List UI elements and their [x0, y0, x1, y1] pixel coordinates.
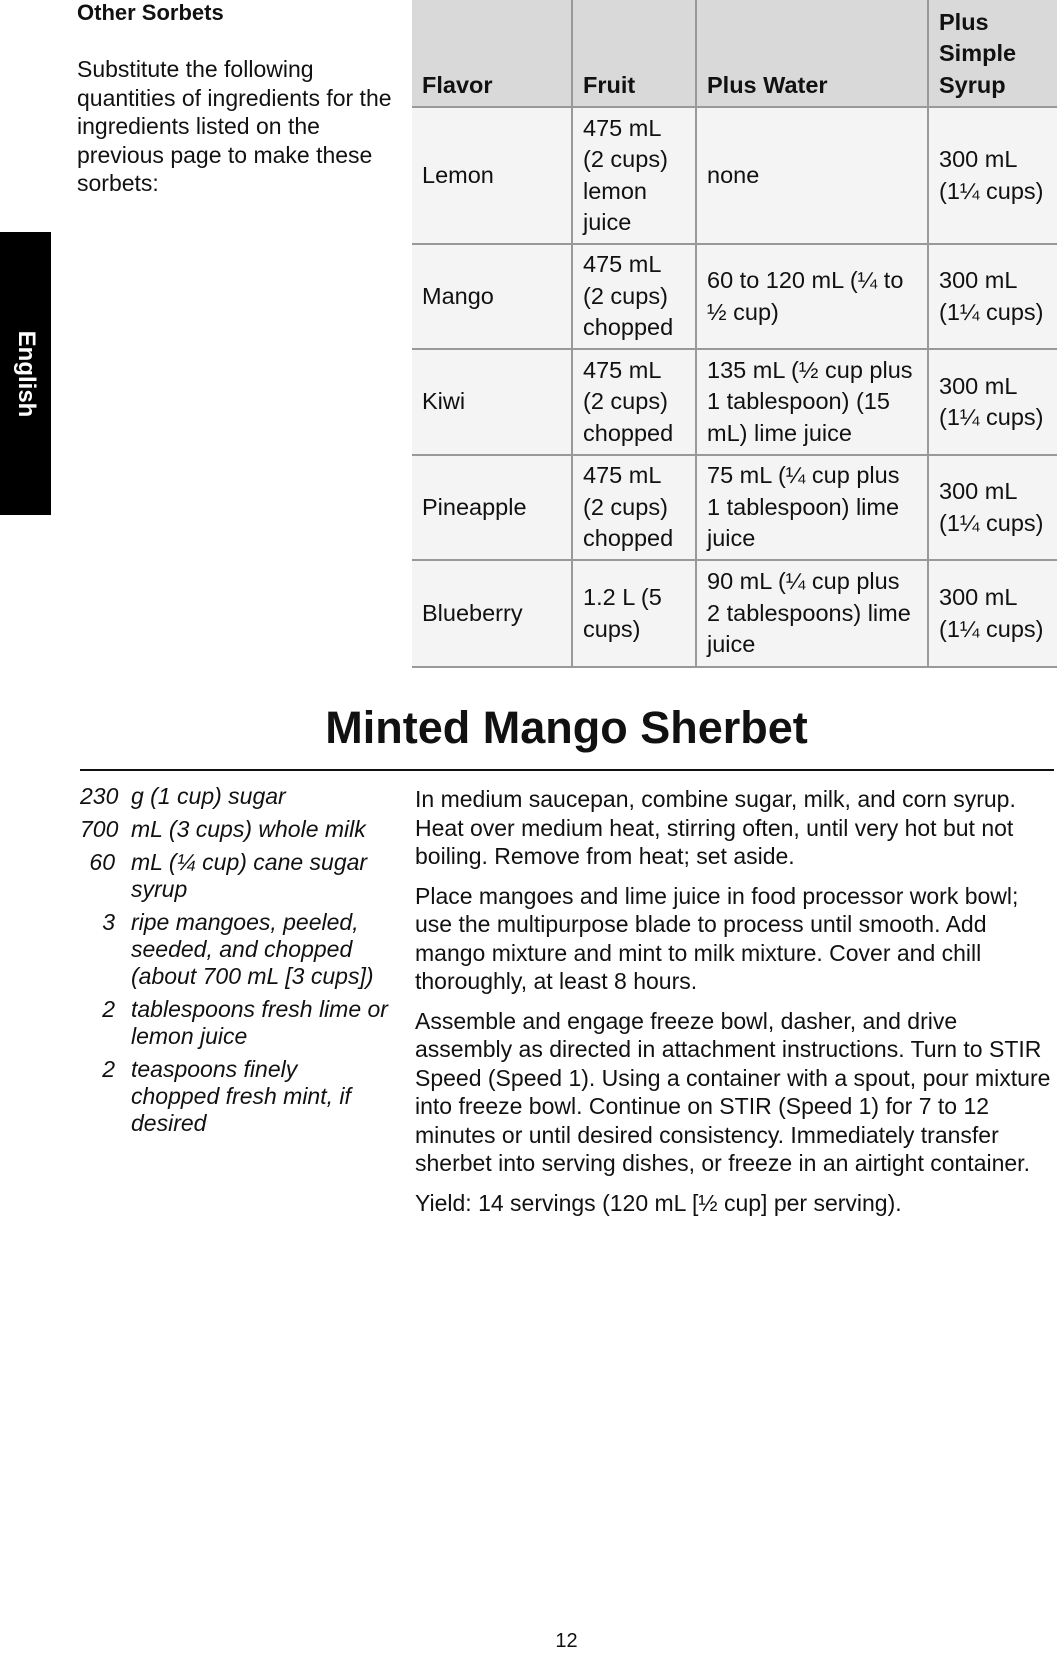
ingredient-text: ripe mangoes, peeled, seeded, and chopped (about 700 mL [3 cups]) [131, 909, 374, 989]
table-cell: none [696, 107, 928, 244]
table-cell: Blueberry [412, 560, 572, 667]
ingredient-quantity: 60 [89, 849, 115, 875]
table-cell: Lemon [412, 107, 572, 244]
header-syrup: Plus Simple Syrup [928, 0, 1057, 107]
table-cell: 475 mL (2 cups) chopped [572, 455, 696, 560]
table-cell: Kiwi [412, 349, 572, 455]
ingredient-text: mL (¼ cup) cane sugar syrup [131, 849, 368, 902]
language-tab-label: English [12, 330, 40, 417]
table-cell: 475 mL (2 cups) chopped [572, 244, 696, 349]
table-header-row [412, 0, 1057, 107]
header-water: Plus Water [696, 0, 928, 107]
table-cell: 1.2 L (5 cups) [572, 560, 696, 667]
instruction-paragraph: In medium saucepan, combine sugar, milk, and corn syrup. Heat over medium heat, stirring often, until very hot but not boiling. Remove from heat; set aside. [415, 786, 1016, 869]
table-cell: 90 mL (¼ cup plus 2 tablespoons) lime juice [696, 560, 928, 667]
ingredient-quantity: 2 [102, 1056, 115, 1082]
table-cell: Pineapple [412, 455, 572, 560]
instructions [415, 785, 1057, 1228]
recipe-title: Minted Mango Sherbet [325, 702, 808, 753]
table-row [412, 455, 1057, 560]
ingredient-list [80, 783, 390, 1143]
table-cell: 300 mL (1¼ cups) [928, 349, 1057, 455]
table-cell: 300 mL (1¼ cups) [928, 560, 1057, 667]
table-row [412, 560, 1057, 667]
ingredient-quantity: 230 [80, 783, 119, 809]
sorbet-table [412, 0, 1057, 668]
instruction-paragraph: Yield: 14 servings (120 mL [½ cup] per serving). [415, 1189, 902, 1216]
table-cell: 300 mL (1¼ cups) [928, 244, 1057, 349]
table-row [412, 349, 1057, 455]
title-rule [80, 769, 1054, 771]
table-row [412, 244, 1057, 349]
table-row [412, 107, 1057, 244]
ingredient-item [80, 783, 390, 810]
header-flavor: Flavor [412, 0, 572, 107]
table-cell: 475 mL (2 cups) lemon juice [572, 107, 696, 244]
section-intro: Substitute the following quantities of ingredients for the ingredients listed on the previous page to make these sorbets: [77, 56, 392, 196]
header-fruit: Fruit [572, 0, 696, 107]
table-cell: 475 mL (2 cups) chopped [572, 349, 696, 455]
ingredient-text: tablespoons fresh lime or lemon juice [131, 996, 388, 1049]
ingredient-item [80, 1056, 390, 1137]
ingredient-quantity: 2 [102, 996, 115, 1022]
ingredient-item [80, 996, 390, 1050]
table-cell: 75 mL (¼ cup plus 1 tablespoon) lime juice [696, 455, 928, 560]
ingredient-item [80, 849, 390, 903]
ingredient-quantity: 700 [80, 816, 119, 842]
table-cell: 300 mL (1¼ cups) [928, 455, 1057, 560]
table-cell: Mango [412, 244, 572, 349]
ingredient-text: g (1 cup) sugar [131, 783, 286, 809]
section-heading: Other Sorbets [77, 0, 224, 25]
table-cell: 135 mL (½ cup plus 1 tablespoon) (15 mL) lime juice [696, 349, 928, 455]
ingredient-item [80, 909, 390, 990]
ingredient-quantity: 3 [102, 909, 115, 935]
ingredient-text: teaspoons finely chopped fresh mint, if desired [131, 1056, 351, 1136]
ingredient-text: mL (3 cups) whole milk [131, 816, 366, 842]
ingredient-item [80, 816, 390, 843]
instruction-paragraph: Assemble and engage freeze bowl, dasher, and drive assembly as directed in attachment instructions. Turn to STIR Speed (Speed 1). Using a container with a spout, pour mixture into freeze bowl. Continue on STIR (Speed 1) for 7 to 12 minutes or until desired consistency. Immediately transfer sherbet into serving dishes, or freeze in an airtight container. [415, 1007, 1051, 1176]
table-cell: 60 to 120 mL (¼ to ½ cup) [696, 244, 928, 349]
language-tab [0, 232, 51, 515]
page-number: 12 [555, 1630, 578, 1652]
instruction-paragraph: Place mangoes and lime juice in food processor work bowl; use the multipurpose blade to process until smooth. Add mango mixture and mint to milk mixture. Cover and chill thoroughly, at least 8 hours. [415, 882, 1019, 994]
table-cell: 300 mL (1¼ cups) [928, 107, 1057, 244]
